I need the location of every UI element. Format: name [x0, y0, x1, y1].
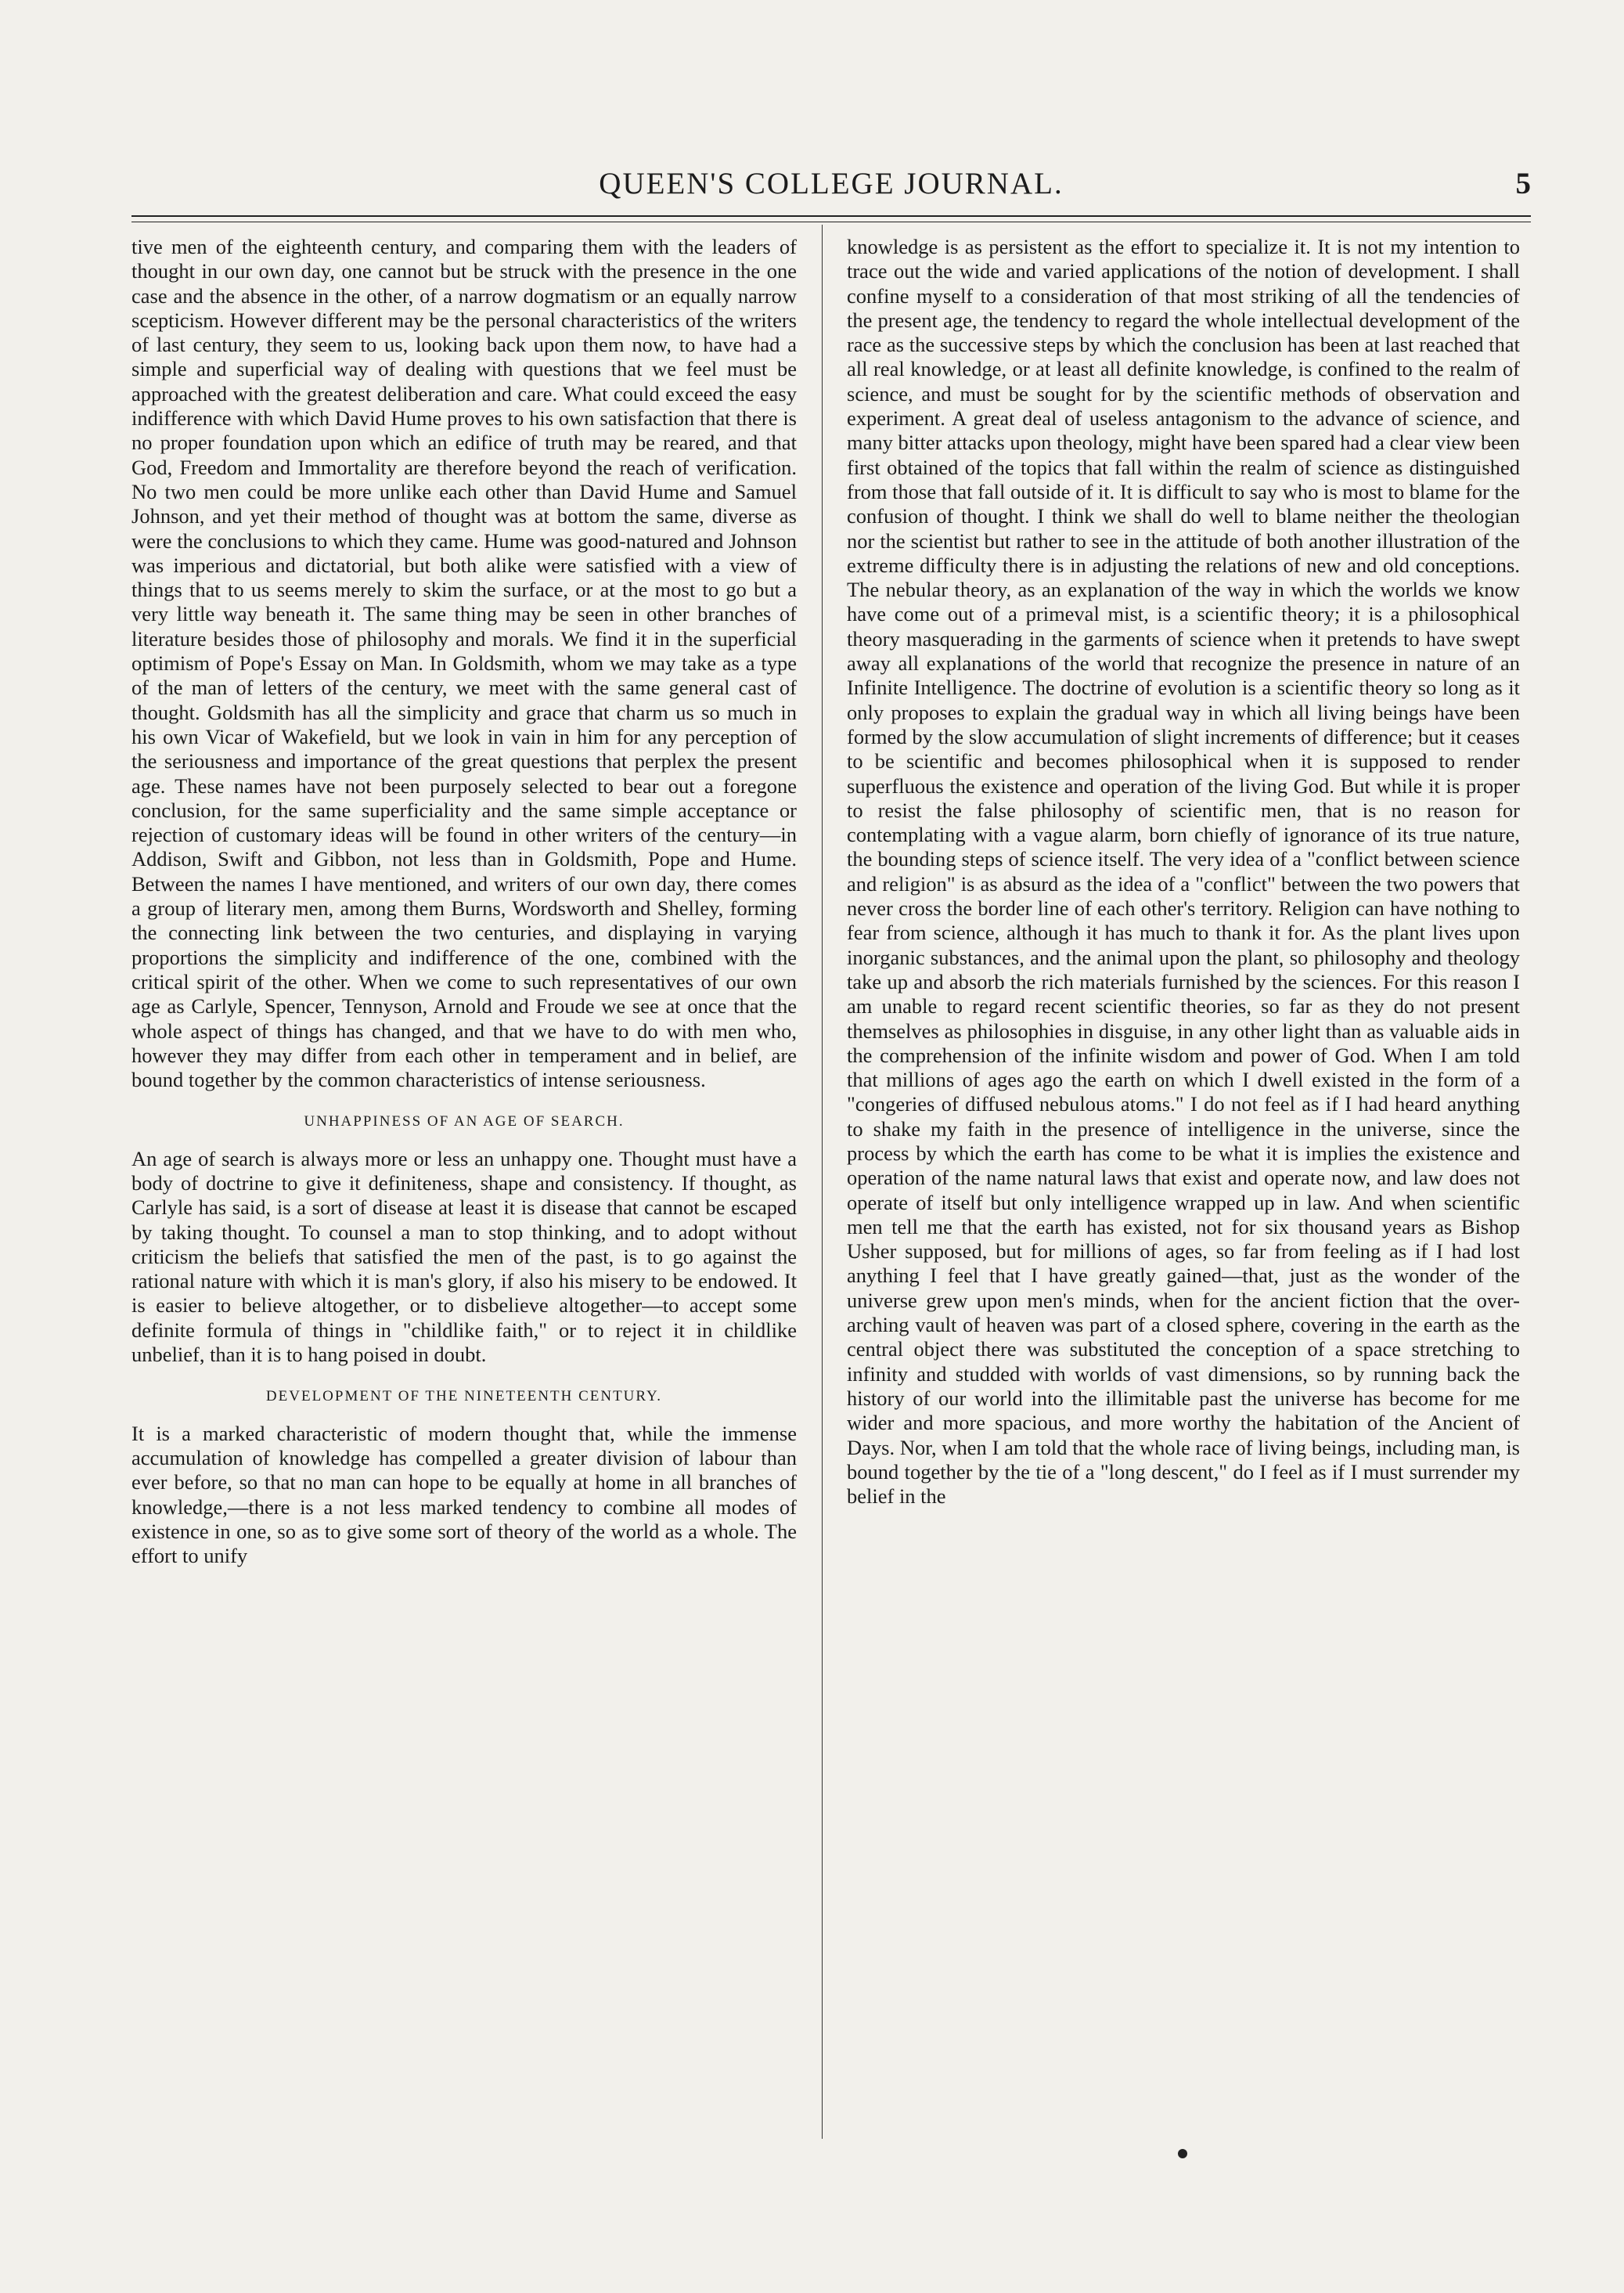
paragraph: An age of search is always more or less an unhappy one. Thought must have a body of doctrine to give it definiteness, shape and consistency. If thought, as Carlyle has said, is a sort of disease at least it is disease that cannot be escaped by taking thought. To counsel a man to stop thinking, and to adopt without criticism the beliefs that satisfied the men of the past, is to go against the rational nature with which it is man's glory, if also his misery to be endowed. It is easier to believe altogether, or to disbelieve altogether—to accept some definite formula of things in "childlike faith," or to reject it in childlike unbelief, than it is to hang poised in doubt.: [131, 1146, 797, 1367]
section-heading: UNHAPPINESS OF AN AGE OF SEARCH.: [304, 1113, 625, 1130]
running-head: [131, 160, 1531, 207]
paragraph: knowledge is as persistent as the effort to specialize it. It is not my intention to trace out the wide and varied applications of the notion of development. I shall confine myself to a consideration of that most striking of all the tendencies of the present age, the tendency to regard the whole intellectual development of the race as the successive steps by which the conclusion has been at last reached that all real knowledge, or at least all definite knowledge, is confined to the realm of science, and must be sought for by the scientific methods of observation and experiment. A great deal of useless antagonism to the advance of science, and many bitter attacks upon theology, might have been spared had a clear view been first obtained of the topics that fall within the realm of science as distinguished from those that fall outside of it. It is difficult to say who is most to blame for the confusion of thought. I think we shall do well to blame neither the theologian nor the scientist but rather to see in the attitude of both another illustration of the extreme difficulty there is in adjusting the relations of new and old conceptions. The nebular theory, as an explanation of the way in which the worlds we know have come out of a primeval mist, is a scientific theory; it is a philosophical theory masquerading in the garments of science when it pretends to have swept away all explanations of the world that recognize the presence in nature of an Infinite Intelligence. The doctrine of evolution is a scientific theory so long as it only proposes to explain the gradual way in which all living beings have been formed by the slow accumulation of slight increments of difference; but it ceases to be scientific and becomes philosophical when it is supposed to render superfluous the existence and operation of the living God. But while it is proper to resist the false philosophy of scientific men, that is no reason for contemplating with a vague alarm, born chiefly of ignorance of its true nature, the bounding steps of science itself. The very idea of a "conflict between science and religion" is as absurd as the idea of a "conflict" between the two powers that never cross the border line of each other's territory. Religion can have nothing to fear from science, although it has much to thank it for. As the plant lives upon inorganic substances, and the animal upon the plant, so philosophy and theology take up and absorb the rich materials furnished by the sciences. For this reason I am unable to regard recent scientific theories, so far as they do not present themselves as philosophies in disguise, in any other light than as valuable aids in the comprehension of the infinite wisdom and power of God. When I am told that millions of ages ago the earth on which I dwell existed in the form of a "congeries of diffused nebulous atoms." I do not feel as if I had heard anything to shake my faith in the presence of intelligence in the universe, since the process by which the earth has come to be what it is implies the existence and operation of the name natural laws that exist and operate now, and law does not operate of itself but only intelligence wrapped up in law. And when scientific men tell me that the earth has existed, not for six thousand years as Bishop Usher supposed, but for millions of ages, so far from feeling as if I had lost anything I feel that I have greatly gained—that, just as the wonder of the universe grew upon men's minds, when for the ancient fiction that the over-arching vault of heaven was part of a closed sphere, covering in the earth as the central object there was substituted the conception of a space stretching to infinity and studded with worlds of vast dimensions, so by running back the history of our world into the illimitable past the universe has become for me wider and more spacious, and more worthy the habitation of the Ancient of Days. Nor, when I am told that the whole race of living beings, including man, is bound together by the tie of a "long descent," do I feel as if I must surrender my belief in the: [847, 235, 1520, 1509]
page-number: 5: [1515, 167, 1531, 200]
header-rule: [131, 215, 1531, 217]
paragraph: It is a marked characteristic of modern thought that, while the immense accumulation of knowledge has compelled a greater division of labour than ever before, so that no man can hope to be equally at home in all branches of knowledge,—there is a not less marked tendency to combine all modes of existence in one, so as to give some sort of theory of the world as a whole. The effort to unify: [131, 1421, 797, 1568]
ink-speck: [1178, 2149, 1187, 2158]
journal-title: QUEEN'S COLLEGE JOURNAL.: [599, 167, 1064, 200]
paragraph: tive men of the eighteenth century, and comparing them with the leaders of thought in our own day, one cannot but be struck with the presence in the one case and the absence in the other, of a narrow dogmatism or an equally narrow scepticism. However different may be the personal characteristics of the writers of last century, they seem to us, looking back upon them now, to have had a simple and superficial way of dealing with questions that we feel must be approached with the greatest deliberation and care. What could exceed the easy indifference with which David Hume proves to his own satisfaction that there is no proper foundation upon which an edifice of truth may be reared, and that God, Freedom and Immortality are therefore beyond the reach of verification. No two men could be more unlike each other than David Hume and Samuel Johnson, and yet their method of thought was at bottom the same, diverse as were the conclusions to which they came. Hume was good-natured and Johnson was imperious and dictatorial, but both alike were satisfied with a view of things that to us seems merely to skim the surface, or at the most to go but a very little way beneath it. The same thing may be seen in other branches of literature besides those of philosophy and morals. We find it in the superficial optimism of Pope's Essay on Man. In Goldsmith, whom we may take as a type of the man of letters of the century, we meet with the same general cast of thought. Goldsmith has all the simplicity and grace that charm us so much in his own Vicar of Wakefield, but we look in vain in him for any perception of the seriousness and importance of the great questions that perplex the present age. These names have not been purposely selected to bear out a foregone conclusion, for the same superficiality and the same simple acceptance or rejection of customary ideas will be found in other writers of the century—in Addison, Swift and Gibbon, not less than in Goldsmith, Pope and Hume. Between the names I have mentioned, and writers of our own day, there comes a group of literary men, among them Burns, Wordsworth and Shelley, forming the connecting link between the two centuries, and displaying in varying proportions the simplicity and indifference of the one, combined with the critical spirit of the other. When we come to such representatives of our own age as Carlyle, Spencer, Tennyson, Arnold and Froude we see at once that the whole aspect of things has changed, and that we have to do with men who, however they may differ from each other in temperament and in belief, are bound together by the common characteristics of intense seriousness.: [131, 235, 797, 1092]
left-column: [131, 235, 797, 1568]
column-divider: [822, 225, 823, 2139]
right-column: [847, 235, 1520, 1509]
section-heading: DEVELOPMENT OF THE NINETEENTH CENTURY.: [265, 1388, 663, 1405]
